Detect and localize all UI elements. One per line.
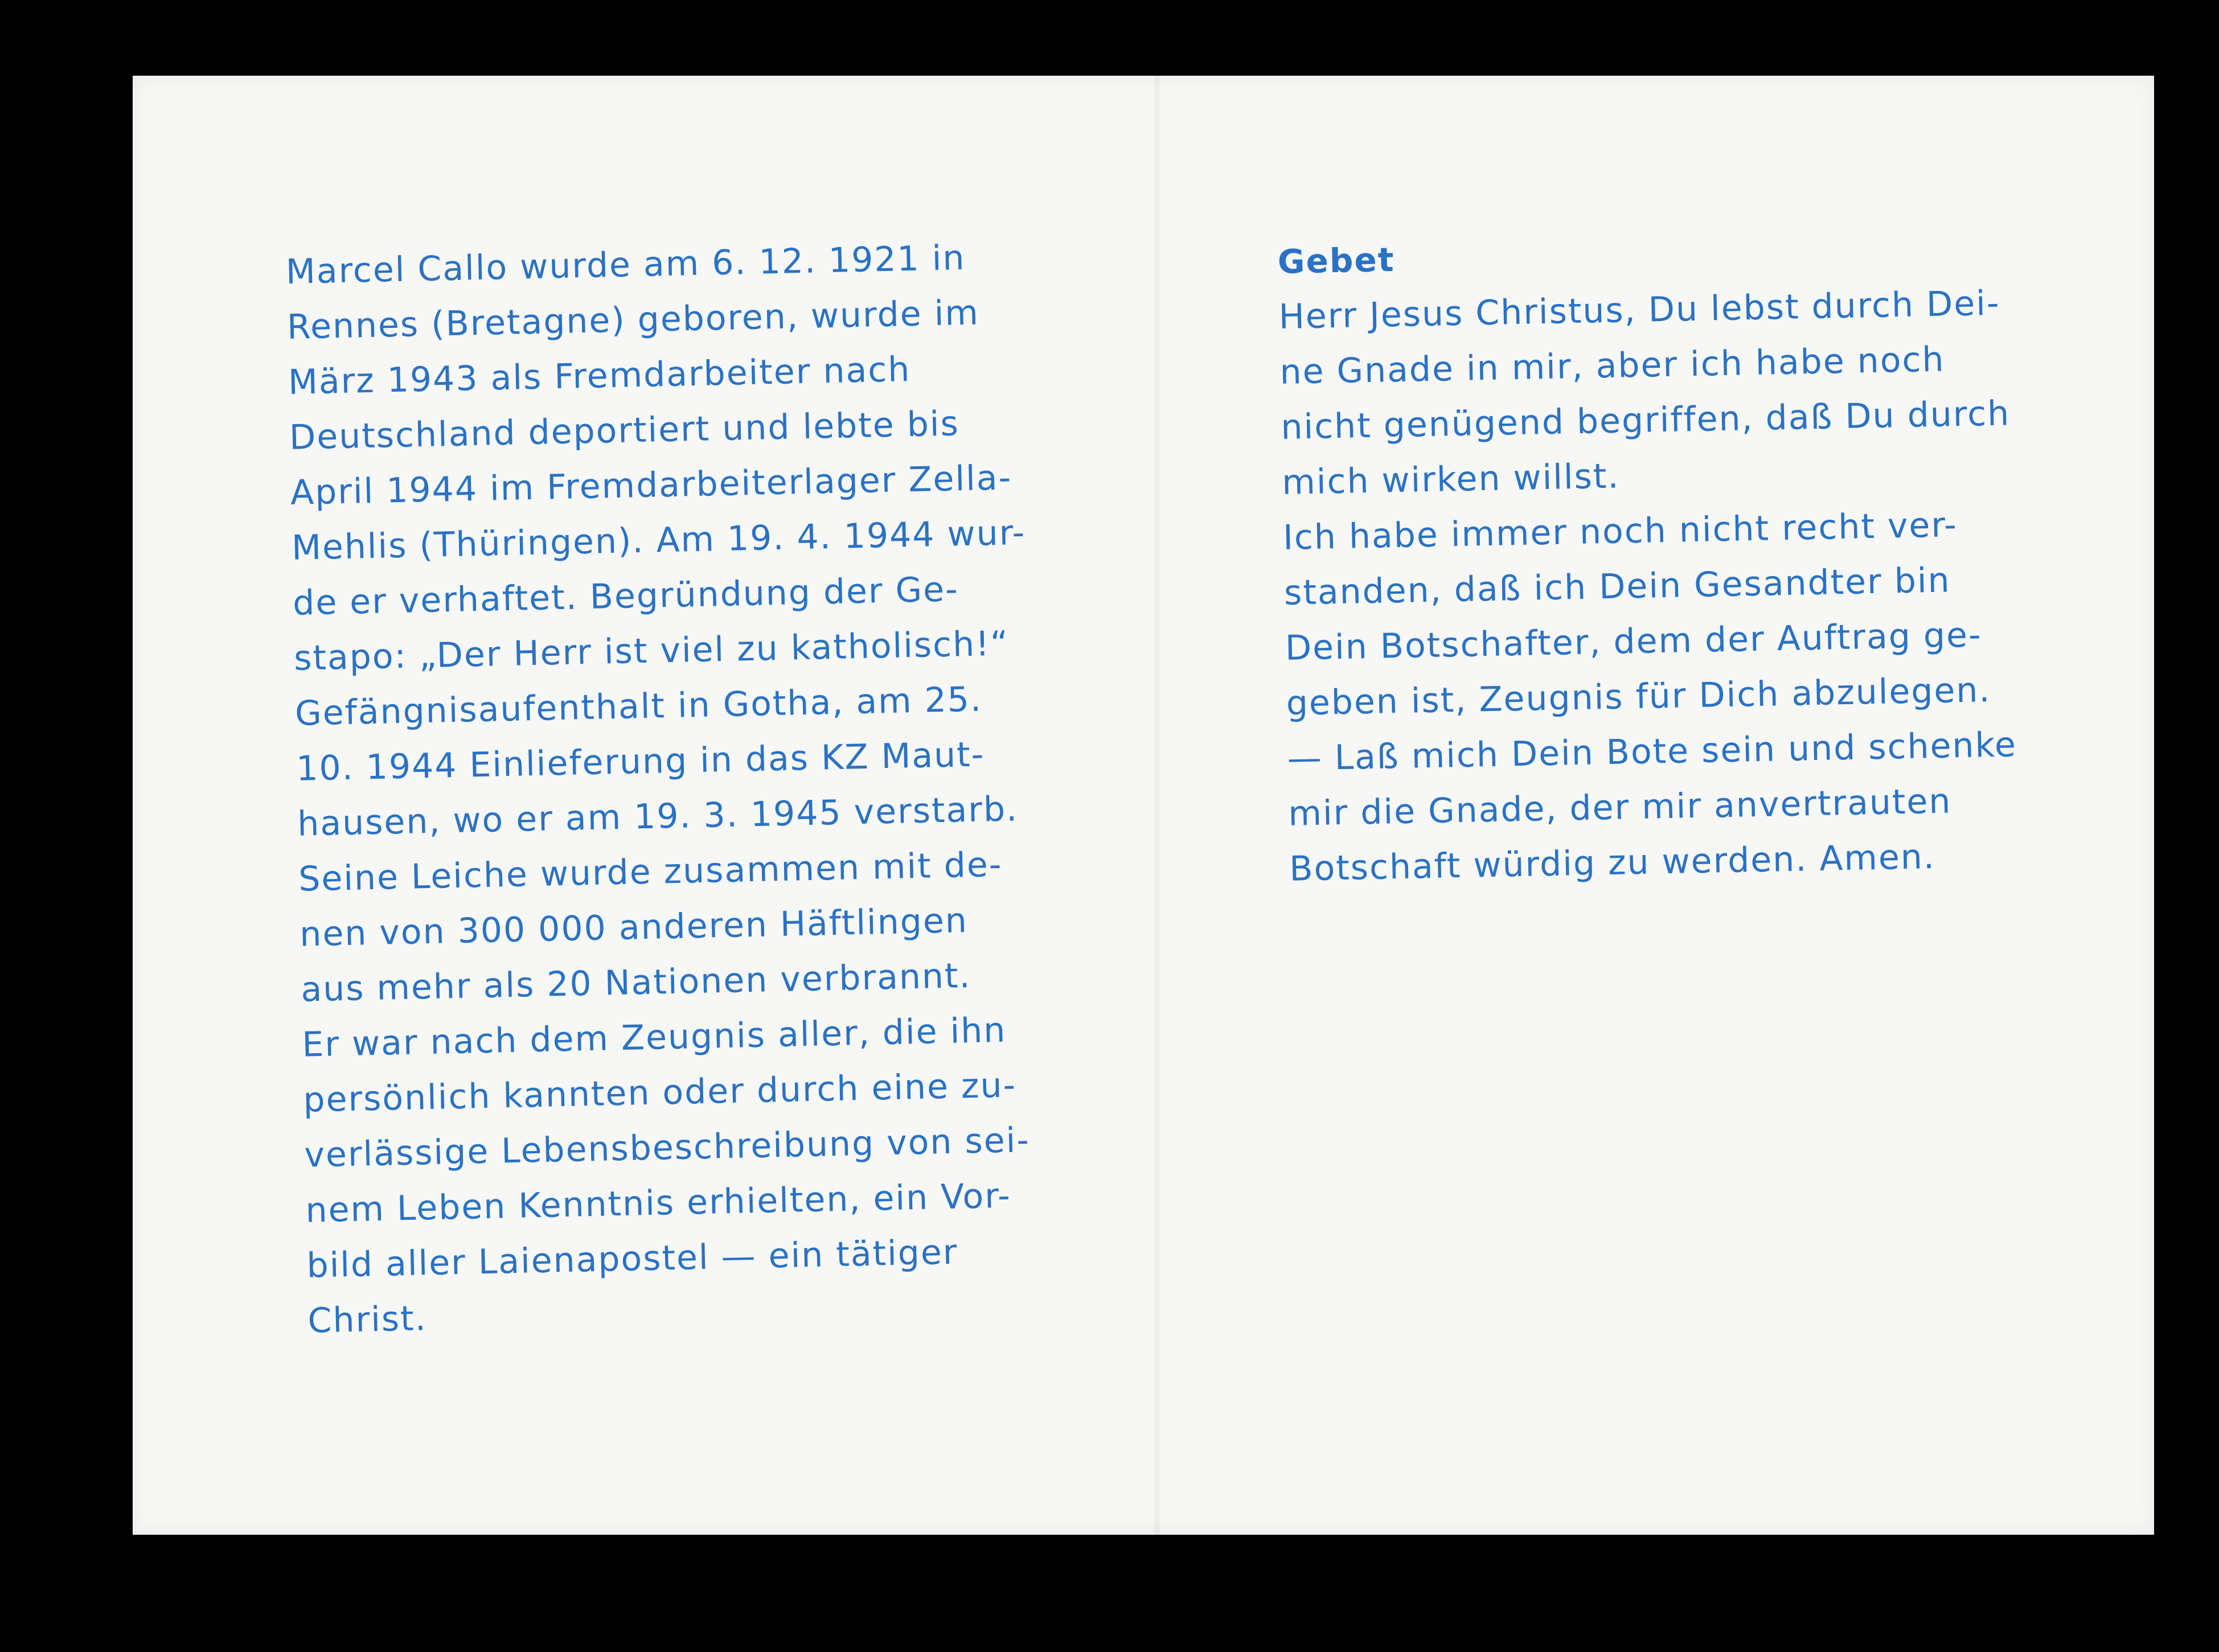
right-page-text [1277,220,2036,897]
prayer-heading: Gebet [1277,240,1396,281]
prayer-paragraph-2: Ich habe immer noch nicht recht ver- standen, daß ich Dein Gesandter bin Dein Botschafter, dem der Auftrag ge- geben ist, Zeugnis für Dich abzulegen. — Laß mich Dein Bote sein und schenke mir die Gnade, der mir anvertrauten Botschaft würdig zu werden. Amen. [1282,505,2017,889]
memorial-card [133,76,2154,1535]
biography-paragraph-1: Marcel Callo wurde am 6. 12. 1921 in Rennes (Bretagne) geboren, wurde im März 1943 als Fremdarbeiter nach Deutschland deportiert und lebte bis April 1944 im Fremdarbeiterlager Zella- Mehlis (Thüringen). Am 19. 4. 1944 wur- de er verhaftet. Begründung der Ge- stapo: „Der Herr ist viel zu katholisch!“ Gefängnisaufenthalt in Gotha, am 25. 10. 1944 Einlieferung in das KZ Maut- hausen, wo er am 19. 3. 1945 verstarb. Seine Leiche wurde zusammen mit de- nen von 300 000 anderen Häftlingen aus mehr als 20 Nationen verbrannt. [285,237,1026,1010]
biography-paragraph-2: Er war nach dem Zeugnis aller, die ihn persönlich kannten oder durch eine zu- verlässige Lebensbeschreibung von sei- nem Leben Kenntnis erhielten, ein Vor- bild aller Laienapostel — ein tätiger Christ. [301,1010,1031,1341]
prayer-paragraph-1: Herr Jesus Christus, Du lebst durch Dei- ne Gnade in mir, aber ich habe noch nicht genügend begriffen, daß Du durch mich wirken willst. [1278,283,2011,503]
left-page-text [285,227,1183,1349]
